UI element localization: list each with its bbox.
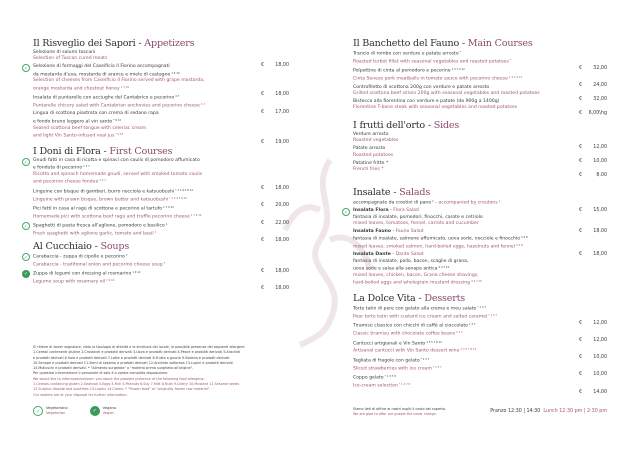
- item-desc-en: Puntarelle chicory salad with Cantabrian anchovies and pecorino cheese: [33, 103, 200, 109]
- allergen-marks: 1 3 5 7 8 12: [460, 348, 477, 352]
- allergen-marks: 1 3 7: [99, 179, 106, 183]
- price-value: 24,00: [593, 82, 607, 88]
- item-desc-it: fantasia di insalate, salmone affumicato, uova sode, nocciole e finocchio: [353, 236, 521, 242]
- item-desc-it: Trancio di rombo con verdure e patate arrosto: [353, 51, 459, 57]
- currency-symbol: €: [579, 252, 583, 258]
- vegan-icon: ✓: [90, 406, 100, 416]
- item-desc-it: Tiramisù classico con chicchi di caffè al cioccolato: [353, 323, 468, 329]
- allergen-marks: 1 5 10: [171, 71, 180, 75]
- currency-symbol: €: [261, 285, 265, 291]
- allergen-marks: * 1 2 4 5 8 12: [169, 196, 188, 200]
- price-value: 14,00: [593, 389, 607, 395]
- allergen-marks: * 1 3 7: [420, 357, 430, 361]
- price-value: 8,00: [596, 173, 607, 179]
- item-name-en: Fauno Salad: [395, 228, 424, 234]
- item-desc-line: [33, 270, 249, 278]
- item-desc-it: Lingua di scottona piastrata con crema di sedano rapa: [33, 111, 159, 117]
- currency-symbol: €: [579, 320, 583, 326]
- allergen-marks: * 9 12: [113, 118, 122, 122]
- vegetarian-icon: ✓: [343, 209, 349, 216]
- item-desc-it: Gnudi fatti in casa di ricotta e spinaci con coulis di pomodoro affumicato: [33, 158, 200, 163]
- allergen-marks: 7: [163, 261, 166, 265]
- allergen-marks: *: [459, 51, 461, 54]
- item-desc-en: Seared scottona beef tongue with celeriac cream: [33, 125, 147, 131]
- price-value: 32,00: [593, 97, 607, 103]
- item-desc-line: [353, 265, 567, 273]
- item-name: Insalata Flora - Flora Salad: [353, 208, 419, 214]
- item-desc-line: [33, 261, 249, 269]
- item-desc-line: [33, 196, 249, 204]
- item-desc-line: [353, 330, 567, 338]
- allergen-marks: 1: [498, 200, 501, 203]
- item-name-it: Insalata Dante: [353, 252, 391, 258]
- section-title-it: I frutti dell'orto: [353, 120, 425, 131]
- section-title-it: Il Risveglio dei Sapori: [33, 38, 136, 49]
- menu-item: [23, 222, 289, 244]
- currency-symbol: €: [579, 97, 583, 103]
- menu-item: [23, 270, 289, 291]
- item-desc-line: [353, 243, 567, 251]
- price-value: 17,00: [275, 109, 289, 115]
- item-desc-it: Bistecca alla fiorentina con verdure e patate (da 900g a 1400g): [353, 98, 500, 104]
- item-desc-en: Classic tiramisu with chocolate coffee beans: [353, 331, 456, 337]
- item-desc-line: [33, 118, 249, 126]
- item-desc-en: Florentine T-bone steak with seasonal vegetables and roasted potatoes: [353, 105, 518, 111]
- item-desc-en: mixed leaves, smoked salmon, hard-boiled eggs, hazelnuts and fennel: [353, 244, 516, 250]
- item-desc-en: Pear torte tatin with custard ice cream and salted caramel: [353, 314, 488, 320]
- item-desc-it: da mostarda d'uva, mostarda di arance e miele di castagno: [33, 72, 171, 78]
- item-desc-it: Pici fatti in casa al ragù di scottona e pecorino al tartufo: [33, 206, 163, 212]
- allergen-marks: 3 4 7 10: [471, 280, 482, 284]
- section-title-en: Main Courses: [467, 38, 533, 49]
- section-title-it: Insalate: [353, 187, 391, 198]
- section-title-en: Sides: [433, 120, 460, 131]
- allergen-marks: * 9 12: [115, 132, 124, 136]
- allergen-marks: 1: [432, 200, 434, 203]
- currency-symbol: €: [579, 208, 583, 214]
- section-title-en: Soups: [100, 241, 130, 252]
- currency-symbol: €: [579, 144, 583, 150]
- item-desc-line: [353, 322, 567, 330]
- vegetarian-icon: ✓: [23, 65, 29, 72]
- allergen-note-it: Per qualsiasi informazione il personale di sala è a vostra completa disposizione.: [33, 371, 169, 376]
- item-desc-it: Tagliata di fragole con gelato: [353, 358, 420, 364]
- right-column: [343, 0, 607, 453]
- currency-symbol: €: [261, 203, 265, 209]
- item-desc-en: Cinta Senese pork meatballs in tomato sauce with pecorino cheese: [353, 76, 508, 82]
- section-title: La Dolce Vita - Desserts: [353, 293, 466, 304]
- section-title: Il Banchetto del Fauno - Main Courses: [353, 38, 533, 49]
- allergen-note-it: e prodotti derivati 6.Soia e prodotti derivati 7.Latte e prodotti derivati 8.Frutta a guscio 9.Sedano e prodotti derivati: [33, 355, 230, 360]
- menu-item: [33, 111, 289, 145]
- item-desc-en: Ice-cream selection: [353, 383, 398, 389]
- price-value: 18,00: [275, 62, 289, 68]
- item-desc-line: [353, 313, 567, 321]
- menu-section: [23, 146, 289, 244]
- item-desc-line: [353, 347, 567, 355]
- price-value: 19,00: [275, 139, 289, 145]
- currency-symbol: €: [261, 109, 265, 115]
- item-desc-line: [33, 278, 249, 286]
- currency-symbol: €: [579, 337, 583, 343]
- item-desc-line: [353, 75, 567, 83]
- currency-symbol: €: [579, 82, 583, 88]
- item-desc-line: [353, 374, 567, 382]
- section-subtitle: accompagnate da crostini di pane$^1$ - accompanied by croutons$^1$: [353, 200, 501, 206]
- item-desc-it: uova sode e salsa alla senape antica: [353, 266, 438, 272]
- cover-charge-en: We are glad to offer our guests the cover charge.: [353, 412, 437, 417]
- price-value: 18,00: [275, 186, 289, 192]
- item-desc-en: and light Vin Santo-infused veal jus: [33, 133, 115, 139]
- item-desc-it: Insalata di puntarelle con acciughe del Cantabrico e pecorino: [33, 95, 175, 101]
- item-desc-en: Legume soup with rosemary oil: [33, 279, 106, 285]
- allergen-note-en: We would like to inform/advise/warn you about the possible presence of the following food allergens:: [33, 376, 205, 381]
- item-desc-it: Coppe gelato: [353, 375, 384, 381]
- price-value: 12,00: [593, 144, 607, 150]
- legend-vegetarian: [33, 406, 68, 416]
- menu-item: [353, 374, 607, 395]
- item-desc-it: Linguine con bisque di gamberi, burro nocciola e katsuobushi: [33, 189, 175, 195]
- section-title-it: Il Banchetto del Fauno: [353, 38, 460, 49]
- item-desc-line: [353, 357, 567, 365]
- allergen-marks: 3 4 7 10: [438, 266, 450, 270]
- legend-vegetarian-it: Vegetariano: [46, 406, 68, 411]
- currency-symbol: €: [261, 139, 265, 145]
- price-value: 18,00: [275, 285, 289, 291]
- item-desc-line: [353, 305, 567, 313]
- currency-symbol: €: [579, 228, 583, 234]
- hours-en: Lunch 12:30 pm | 2:30 pm: [543, 409, 607, 414]
- allergen-marks: 3 4 8: [521, 236, 528, 240]
- allergen-note-it: Si ritiene di dover segnalare, vista la tipologia di attività e la struttura del locale, la possibile presenza dei seguenti allergeni:: [33, 345, 246, 349]
- price-value: 20,00: [275, 203, 289, 209]
- item-desc-en: Roasted turbot fillet with seasonal vegetables and roasted potatoes: [353, 59, 509, 65]
- opening-hours: [490, 409, 607, 414]
- menu-section: [353, 120, 607, 179]
- vegan-icon: ✓: [23, 270, 29, 277]
- item-desc-en: Roasted vegetables: [353, 138, 399, 144]
- price-value: 6,00\hg: [588, 111, 607, 117]
- price-value: 15,00: [593, 208, 607, 214]
- item-desc-line: [33, 164, 249, 172]
- item-desc-en: Selection of cheeses from Caseificio Il Fiorino served with grape mostarda,: [33, 78, 205, 84]
- item-desc-en: orange mostarda and chestnut honey: [33, 86, 120, 92]
- footer: [353, 407, 607, 417]
- menu-item: [353, 158, 607, 179]
- allergen-marks: * 1 3 7: [488, 313, 498, 317]
- allergen-notes: [33, 345, 293, 398]
- allergen-note-it: 10.Senape e prodotti derivati 11.Semi di sesamo e prodotti derivati 12.Anidride solforosa 13.Lupini e prodotti derivati: [33, 360, 233, 365]
- price-value: 12,00: [593, 320, 607, 326]
- item-desc-line: [353, 382, 567, 390]
- item-desc-line: [33, 213, 249, 221]
- item-desc-it: Patatine fritte *: [353, 160, 389, 166]
- price-value: 10,00: [593, 355, 607, 361]
- allergen-marks: * 1 2 4 5 8 12: [175, 188, 194, 192]
- price-value: 22,00: [275, 220, 289, 226]
- currency-symbol: €: [579, 173, 583, 179]
- item-desc-it: Carabaccia - zuppa di cipolle e pecorino: [33, 254, 125, 260]
- item-desc-en: Sliced strawberries with ice cream: [353, 366, 432, 372]
- item-desc-it: Controfiletto di scottona 200g con verdure e patate arrosto: [353, 84, 490, 90]
- item-desc-en: hard-boiled eggs and wholegrain mustard dressing: [353, 280, 471, 286]
- item-desc-en: Fresh spaghetti with aglione garlic, tomato and basil: [33, 231, 154, 237]
- section-title-en: Appetizers: [144, 38, 195, 49]
- menu-item: [343, 208, 607, 227]
- hours-it: Pranzo 12:30 | 14:30: [490, 409, 541, 414]
- allergen-marks: 7: [125, 254, 128, 257]
- currency-symbol: €: [261, 268, 265, 274]
- legend-vegetarian-en: Vegetarian: [46, 411, 66, 415]
- section-title: I frutti dell'orto - Sides: [353, 120, 460, 131]
- item-desc-line: [33, 102, 249, 110]
- item-desc-en: French fries *: [353, 166, 384, 172]
- item-desc-line: [33, 132, 249, 140]
- legend-vegan-it: Vegano: [102, 406, 117, 411]
- allergen-note-it: 14.Molluschi e prodotti derivati. * "Alimento surgelato" o "materia prima surgelata all'origine".: [33, 366, 194, 371]
- price-value: 18,00: [275, 268, 289, 274]
- section-title: Insalate - Salads: [353, 187, 431, 198]
- item-name-it: Insalata Fauno: [353, 228, 392, 234]
- allergen-marks: *: [509, 58, 512, 62]
- section-title: Al Cucchiaio - Soups: [33, 241, 130, 252]
- allergen-marks: 1 3 7: [456, 331, 463, 335]
- item-name: Insalata Dante - Dante Salad: [353, 252, 424, 258]
- diet-legend: [33, 406, 116, 416]
- item-desc-en: Linguine with prawn bisque, brown butter and katsuobushi: [33, 197, 169, 203]
- item-desc-line: [353, 67, 567, 75]
- item-desc-en: Carabaccia - traditional onion and pecorino cheese soup: [33, 262, 163, 268]
- allergen-marks: 1 3 7 9 12: [508, 76, 523, 80]
- allergen-marks: 3 4 8: [516, 243, 523, 247]
- section-title-it: La Dolce Vita: [353, 293, 416, 304]
- allergen-marks: * 1 3 7 8: [398, 382, 411, 386]
- item-desc-line: [33, 253, 249, 261]
- allergen-marks: 1 5 10: [120, 85, 129, 89]
- menu-section: [343, 187, 607, 289]
- subtitle-en: accompanied by croutons: [438, 200, 498, 206]
- allergen-marks: * 1 3 7: [432, 365, 442, 369]
- item-desc-it: Zuppa di legumi con dressing al rosmarino: [33, 271, 132, 277]
- currency-symbol: €: [261, 62, 265, 68]
- price-value: 32,00: [593, 65, 607, 71]
- section-title-en: Salads: [399, 187, 431, 198]
- price-value: 18,00: [593, 228, 607, 234]
- item-desc-line: [33, 178, 249, 186]
- item-desc-en: Homemade pici with scottona beef ragù and truffle pecorino cheese: [33, 214, 190, 220]
- item-desc-line: [353, 365, 567, 373]
- item-desc-it: fantasia di insalate, pollo, bacon, scaglie di grana,: [353, 258, 469, 264]
- item-desc-line: [33, 230, 249, 238]
- item-desc-it: Patate arrosto: [353, 146, 386, 152]
- item-desc-line: [33, 85, 249, 93]
- section-title-it: Al Cucchiaio: [33, 241, 92, 252]
- item-desc-en: Ricotta and spinach homemade gnudi, served with smoked tomato coulis: [33, 172, 203, 178]
- price-value: 10,00: [593, 158, 607, 164]
- section-title-en: First Courses: [109, 146, 173, 157]
- currency-symbol: €: [261, 186, 265, 192]
- cover-charge-it: Siamo lieti di offrire ai nostri ospiti il costo del coperto.: [353, 407, 446, 411]
- item-desc-line: [33, 222, 249, 230]
- allergen-note-en: 12.Sulphur dioxide and sulphites 13.Lupins 14.Clams. * "Frozen food" or "originally frozen raw material".: [33, 387, 211, 392]
- currency-symbol: €: [579, 355, 583, 361]
- allergen-marks: 1: [154, 231, 157, 235]
- item-name-en: Flora Salad: [393, 208, 419, 214]
- allergen-marks: 1 3 7: [468, 323, 476, 327]
- item-desc-en: Roasted potatoes: [353, 152, 394, 158]
- price-value: 10,00: [593, 372, 607, 378]
- item-name-it: Insalata Flora: [353, 208, 389, 214]
- allergen-note-en: 1.Cereals containing gluten 2.Seafood 3.Eggs 4.Fish 5.Peanuts 6.Soy 7.Milk 8.Nuts 9.Celery 10.Mustard 11.Sesame seeds: [33, 382, 239, 387]
- item-desc-line: [33, 188, 249, 196]
- menu-section: [353, 293, 607, 395]
- allergen-marks: 1 3 7: [83, 165, 90, 169]
- item-desc-en: Grilled scottona beef sirloin 200g with seasonal vegetables and roasted potatoes: [353, 90, 540, 96]
- item-desc-it: Selezione di salumi toscani: [33, 50, 96, 55]
- item-name-en: Dante Salad: [395, 252, 424, 258]
- currency-symbol: €: [579, 372, 583, 378]
- allergen-marks: 1 3 5 7 8 12: [426, 340, 442, 344]
- item-desc-en: mixed leaves, chicken, bacon, Grana cheese shavings,: [353, 272, 479, 278]
- item-desc-it: Spaghetti di pasta fresca all'aglione, pomodoro e basilico: [33, 223, 165, 229]
- price-value: 12,00: [593, 337, 607, 343]
- vegetarian-icon: ✓: [23, 254, 29, 261]
- section-title: Il Risveglio dei Sapori - Appetizers: [33, 38, 195, 49]
- subtitle-it: accompagnate da crostini di pane: [353, 200, 432, 206]
- item-desc-it: Cantucci artigianali e Vin Santo: [353, 341, 426, 347]
- item-desc-line: [353, 235, 567, 243]
- allergen-marks: 1 7 9 12: [190, 213, 202, 217]
- item-desc-line: [353, 50, 567, 58]
- currency-symbol: €: [579, 158, 583, 164]
- item-name: Insalata Fauno - Fauno Salad: [353, 228, 424, 234]
- section-title-it: I Doni di Flora: [33, 146, 101, 157]
- item-desc-it: fantasia di insalate, pomodori, finocchi, carote e cetriolo: [353, 214, 483, 220]
- price-value: 18,00: [275, 92, 289, 98]
- item-desc-it: Selezione di formaggi del Caseificio Il Fiorino accompagnati: [33, 64, 170, 70]
- menu-item: [353, 252, 607, 286]
- item-desc-it: Torte tatin di pere con gelato alla crema e mou salato: [353, 306, 477, 312]
- item-desc-line: [353, 340, 567, 348]
- item-desc-en: Artisanal cantucci with Vin Santo dessert wine: [353, 348, 460, 354]
- allergen-marks: 1 3 7 9 12: [451, 68, 465, 72]
- legend-vegan: [90, 406, 116, 416]
- currency-symbol: €: [579, 65, 583, 71]
- currency-symbol: €: [579, 111, 583, 117]
- allergen-note-it: 1.Cereali contenenti glutine 2.Crostacei e prodotti derivati 3.Uova e prodotti derivati 4.Pesce e prodotti derivati 5.Arachidi: [33, 350, 241, 355]
- item-desc-it: e fondo bruno leggero al vin santo: [33, 119, 113, 125]
- menu-item: [353, 229, 607, 251]
- allergen-note-en: Our waiters are at your disposal for further information.: [33, 392, 128, 397]
- allergen-marks: * 1 3 7: [477, 306, 487, 309]
- menu-section: [23, 38, 289, 145]
- currency-symbol: €: [261, 220, 265, 226]
- item-desc-line: [33, 94, 249, 102]
- price-value: 18,00: [593, 252, 607, 258]
- item-desc-en: Selection of Tuscan cured meats: [33, 56, 108, 62]
- item-desc-it: e fonduta di pecorino: [33, 165, 83, 171]
- item-desc-en: mixed leaves, tomatoes, fennel, carrots and cucumber: [353, 220, 479, 226]
- menu-section: [353, 38, 607, 117]
- item-desc-line: [33, 205, 249, 213]
- allergen-marks: 4 7: [200, 102, 206, 106]
- allergen-marks: 1 9 12: [132, 271, 141, 275]
- item-desc-line: [353, 279, 567, 287]
- allergen-marks: 1 7 9 12: [163, 206, 174, 210]
- currency-symbol: €: [261, 238, 265, 244]
- currency-symbol: €: [261, 92, 265, 98]
- vegetarian-icon: ✓: [23, 159, 29, 166]
- allergen-marks: 1: [165, 223, 168, 227]
- legend-vegan-en: Vegan: [102, 411, 114, 415]
- item-desc-en: and pecorino cheese fondue: [33, 179, 99, 185]
- item-desc-it: Polpettine di cinta al pomodoro e pecorino: [353, 68, 451, 74]
- menu-section: [23, 241, 289, 291]
- section-title: I Doni di Flora - First Courses: [33, 146, 173, 157]
- vegetarian-icon: ✓: [23, 223, 29, 230]
- allergen-marks: * 1 3 7 8: [384, 375, 396, 379]
- currency-symbol: €: [579, 389, 583, 395]
- menu-item: [353, 98, 607, 117]
- item-desc-it: Verdure arrosto: [353, 132, 389, 137]
- allergen-marks: 1 9 12: [106, 279, 115, 283]
- vegetarian-icon: ✓: [33, 406, 43, 416]
- allergen-marks: 4 7: [175, 95, 180, 99]
- price-value: 18,00: [275, 238, 289, 244]
- section-title-en: Desserts: [424, 293, 466, 304]
- item-desc-line: [353, 58, 567, 66]
